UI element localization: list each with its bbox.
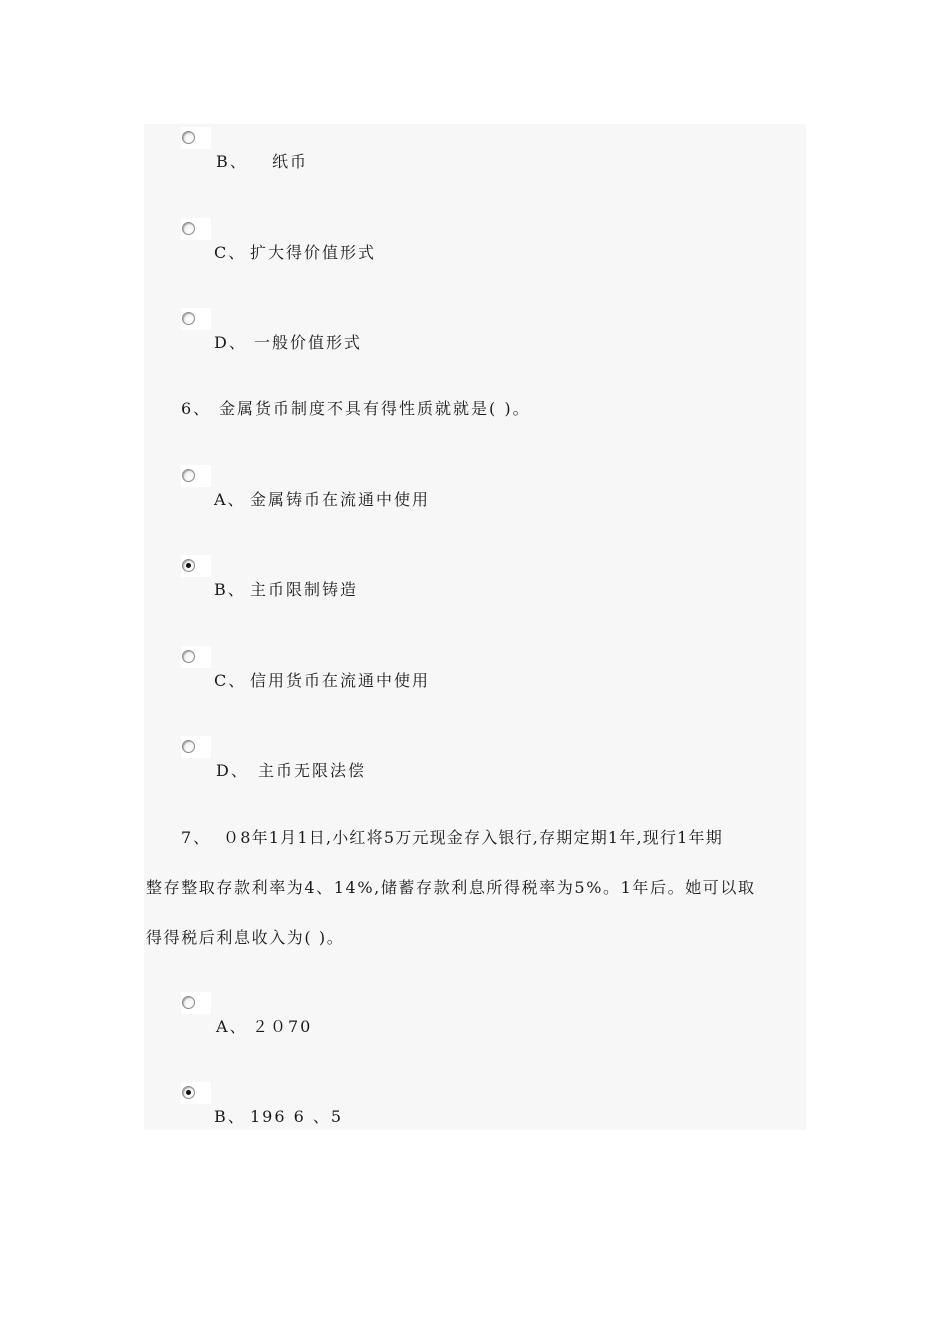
option-letter: C、 bbox=[214, 671, 247, 690]
question-text: 金属货币制度不具有得性质就就是( )。 bbox=[219, 399, 531, 418]
q7-option-a-radio[interactable] bbox=[181, 992, 211, 1014]
option-letter: A、 bbox=[216, 1017, 248, 1036]
option-letter: D、 bbox=[216, 761, 249, 780]
radio-circle-icon bbox=[182, 740, 195, 753]
q7-question-line-2: 整存整取存款利率为4、14%,储蓄存款利息所得税率为5%。1年后。她可以取 bbox=[146, 878, 756, 897]
q6-option-b-radio[interactable] bbox=[181, 555, 211, 577]
option-text: 金属铸币在流通中使用 bbox=[250, 490, 431, 509]
option-text: 扩大得价值形式 bbox=[250, 243, 377, 262]
q6-question bbox=[181, 399, 531, 419]
option-text: 196 6 、5 bbox=[250, 1107, 344, 1126]
q6-option-d-radio[interactable] bbox=[181, 736, 211, 758]
q7-question-line-3: 得得税后利息收入为( )。 bbox=[146, 928, 345, 947]
radio-circle-icon bbox=[182, 312, 195, 325]
q7-option-b bbox=[214, 1107, 343, 1127]
option-text: 主币无限法偿 bbox=[258, 761, 367, 780]
q6-option-a bbox=[214, 490, 430, 510]
q7-option-a bbox=[216, 1017, 312, 1037]
radio-circle-icon bbox=[182, 131, 195, 144]
radio-circle-icon bbox=[182, 469, 195, 482]
option-text: 主币限制铸造 bbox=[250, 580, 359, 599]
q7-option-b-radio[interactable] bbox=[181, 1082, 211, 1104]
question-number: 7、 bbox=[181, 828, 212, 847]
q5-option-d-radio[interactable] bbox=[181, 308, 211, 330]
option-text: 纸币 bbox=[272, 152, 309, 171]
question-text: ０8年1月1日,小红将5万元现金存入银行,存期定期1年,现行1年期 bbox=[223, 828, 723, 847]
option-letter: A、 bbox=[214, 490, 246, 509]
question-panel bbox=[144, 124, 806, 1130]
radio-selected-icon bbox=[182, 559, 195, 572]
q5-option-b-radio[interactable] bbox=[181, 127, 211, 149]
option-text: 信用货币在流通中使用 bbox=[250, 671, 431, 690]
q5-option-d bbox=[214, 333, 362, 353]
q6-option-c-radio[interactable] bbox=[181, 646, 211, 668]
option-letter: C、 bbox=[214, 243, 247, 262]
option-letter: B、 bbox=[214, 1107, 246, 1126]
radio-circle-icon bbox=[182, 996, 195, 1009]
option-text: ２０70 bbox=[252, 1017, 313, 1036]
option-letter: B、 bbox=[214, 580, 246, 599]
q6-option-d bbox=[216, 761, 366, 781]
radio-circle-icon bbox=[182, 222, 195, 235]
q5-option-c-radio[interactable] bbox=[181, 218, 211, 240]
question-number: 6、 bbox=[181, 399, 212, 418]
q7-question-line-1 bbox=[181, 828, 723, 848]
option-letter: B、 bbox=[216, 152, 248, 171]
q6-option-b bbox=[214, 580, 358, 600]
option-text: 一般价值形式 bbox=[254, 333, 363, 352]
radio-circle-icon bbox=[182, 650, 195, 663]
q5-option-c bbox=[214, 243, 376, 263]
radio-selected-icon bbox=[182, 1086, 195, 1099]
q6-option-a-radio[interactable] bbox=[181, 465, 211, 487]
q5-option-b bbox=[216, 152, 308, 172]
option-letter: D、 bbox=[214, 333, 247, 352]
q6-option-c bbox=[214, 671, 430, 691]
